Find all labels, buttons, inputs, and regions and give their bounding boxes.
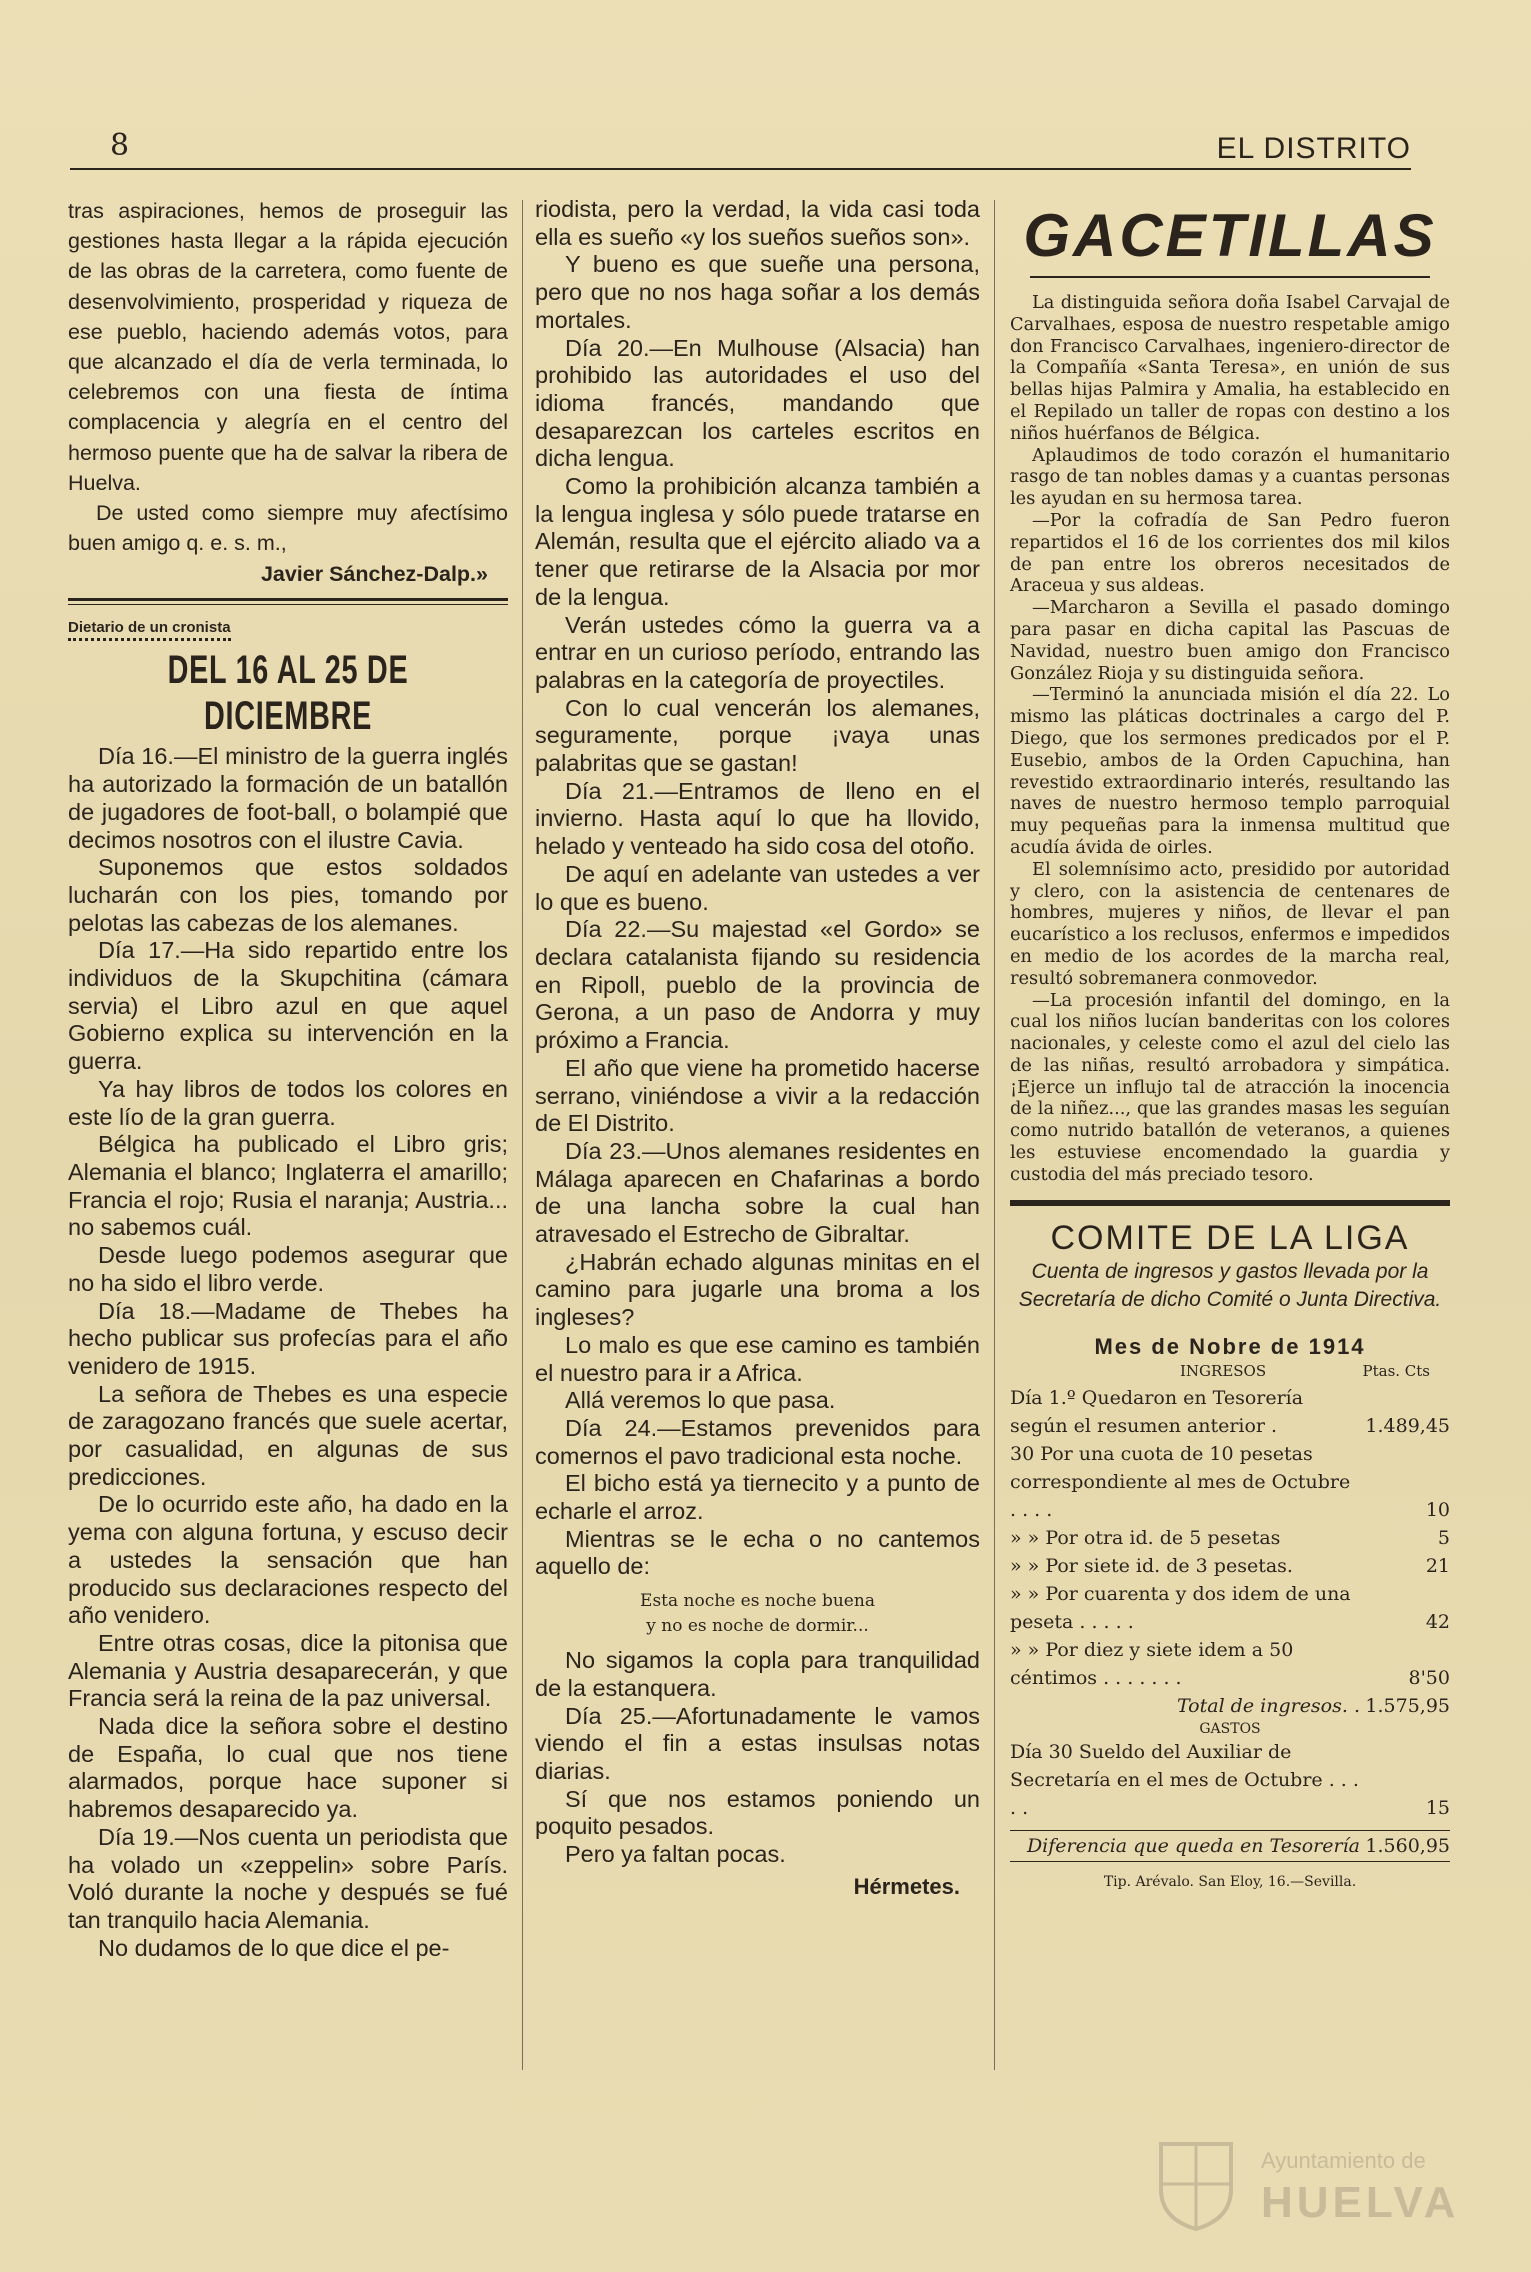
ledger-text: » » Por diez y siete idem a 50 céntimos . . . . . . . [1010, 1638, 1294, 1689]
article-paragraph: Ya hay libros de todos los colores en este lío de la gran guerra. [68, 1075, 508, 1130]
news-paragraph: Aplaudimos de todo corazón el humanitario rasgo de tan nobles damas y a cuantas personas les ayudan en su hermosa tarea. [1010, 444, 1450, 510]
article-paragraph: Mientras se le echa o no cantemos aquello de: [535, 1525, 980, 1580]
ledger-amount: 1.489,45 [1365, 1414, 1450, 1437]
archive-watermark [1151, 2134, 1460, 2234]
column-divider [522, 200, 523, 2070]
news-paragraph: —Por la cofradía de San Pedro fueron repartidos el 16 de los corrientes dos mil kilos de pan entre los obreros necesitados de Araceua y sus aldeas. [1010, 509, 1450, 597]
ledger-text: Día 1.º Quedaron en Tesorería según el resumen anterior . [1010, 1386, 1304, 1437]
liga-subtitle: Cuenta de ingresos y gastos llevada por la Secretaría de dicho Comité o Junta Directiva. [1018, 1259, 1442, 1311]
article-paragraph: Allá veremos lo que pasa. [565, 1387, 836, 1414]
currency-label: Ptas. Cts [1362, 1361, 1430, 1380]
article-paragraph: Desde luego podemos asegurar que no ha sido el libro verde. [68, 1242, 508, 1296]
ledger-amount: 10 [1425, 1498, 1450, 1521]
article-paragraph: De aquí en adelante van ustedes a ver lo que es bueno. [535, 860, 980, 915]
article-paragraph: riodista, pero la verdad, la vida casi toda ella es sueño «y los sueños sueños son». [535, 196, 980, 250]
article-paragraph: El año que viene ha prometido hacerse serrano, viniéndose a vivir a la redacción de El Distrito. [535, 1054, 980, 1137]
article-paragraph: Como la prohibición alcanza también a la lengua inglesa y sólo puede tratarse en Alemán, resulta que el ejército aliado va a tener que retirarse de la Alsacia por mor de la lengua. [535, 473, 980, 610]
ingresos-label: INGRESOS [1180, 1361, 1267, 1380]
ledger-row [1010, 1440, 1450, 1524]
article-paragraph: Entre otras cosas, dice la pitonisa que Alemania y Austria desaparecerán, y que Francia será la reina de la paz universal. [68, 1629, 508, 1712]
liga-month: Mes de Nobre de 1914 [1094, 1333, 1366, 1359]
ledger-text: » » Por cuarenta y dos idem de una peseta . . . . . [1010, 1582, 1351, 1633]
ledger-row [1010, 1636, 1450, 1692]
article-paragraph: Verán ustedes cómo la guerra va a entrar en un curioso período, entrando las palabras en la categoría de proyectiles. [535, 611, 980, 693]
article-paragraph: Día 18.—Madame de Thebes ha hecho publicar sus profecías para el año venidero de 1915. [68, 1297, 508, 1379]
article-paragraph: Con lo cual vencerán los alemanes, seguramente, porque ¡vaya unas palabritas que se gastan! [535, 694, 980, 777]
article-paragraph: De lo ocurrido este año, ha dado en la yema con alguna fortuna, y escuso decir a ustedes la sensación que han producido sus declaraciones respecto del año venidero. [68, 1491, 508, 1629]
ledger-row [1010, 1524, 1450, 1552]
article-paragraph: Día 19.—Nos cuenta un periodista que ha volado un «zeppelin» sobre París. Voló durante la noche y después se fué tan tranquilo hacia Alemania. [68, 1823, 508, 1933]
balance-amount: 1.560,95 [1365, 1834, 1450, 1857]
news-paragraph: —Marcharon a Sevilla el pasado domingo para pasar en dicha capital las Pascuas de Navidad, nuestro buen amigo don Francisco González Rioja y su distinguida señora. [1010, 597, 1450, 684]
ledger-row [1010, 1552, 1450, 1580]
column-3 [1010, 196, 1450, 1890]
letter-signature: Javier Sánchez-Dalp.» [260, 562, 488, 587]
page-number: 8 [110, 128, 130, 163]
article-paragraph: ¿Habrán echado algunas minitas en el camino para jugarle una broma a los ingleses? [535, 1248, 980, 1331]
watermark-line2: HUELVA [1261, 2178, 1460, 2227]
total-label: Total de ingresos. . [1176, 1694, 1360, 1717]
ingresos-header [1010, 1362, 1450, 1384]
dietario-label: Dietario de un cronista [68, 619, 231, 641]
article-signature: Hérmetes. [853, 1873, 960, 1899]
page-header [70, 128, 1411, 170]
ledger-amount: 21 [1425, 1554, 1450, 1577]
printer-imprint: Tip. Arévalo. San Eloy, 16.—Sevilla. [1103, 1873, 1357, 1890]
column-divider [994, 200, 995, 2070]
gacetillas-title: GACETILLAS [1023, 202, 1437, 269]
total-amount: 1.575,95 [1365, 1694, 1450, 1717]
balance-row [1010, 1830, 1450, 1862]
article-paragraph: Día 25.—Afortunadamente le vamos viendo el fin a estas insulsas notas diarias. [535, 1702, 980, 1784]
dietario-title: DEL 16 AL 25 DE DICIEMBRE [167, 648, 409, 739]
watermark-line1: Ayuntamiento de [1261, 2148, 1426, 2173]
ledger-amount: 8'50 [1408, 1666, 1450, 1689]
news-paragraph: El solemnísimo acto, presidido por autoridad y clero, con la asistencia de centenares de hombres, mujeres y niños, de llevar el pan eucarístico a los reclusos, enfermos e impedidos en medio de los acordes de la marcha real, resultó sobremanera conmovedor. [1010, 858, 1450, 989]
article-paragraph: Lo malo es que ese camino es también el nuestro para ir a Africa. [535, 1331, 980, 1386]
ledger-row [1010, 1580, 1450, 1636]
balance-label: Diferencia que queda en Tesorería [1026, 1834, 1360, 1857]
ledger-amount: 15 [1425, 1796, 1450, 1819]
title-rule [1030, 276, 1430, 278]
article-paragraph: Día 21.—Entramos de lleno en el invierno. Hasta aquí lo que ha llovido, helado y venteado ha sido cosa del otoño. [535, 777, 980, 860]
liga-title: COMITE DE LA LIGA [1050, 1218, 1410, 1257]
column-2 [535, 196, 980, 1905]
letter-paragraph: tras aspiraciones, hemos de proseguir las gestiones hasta llegar a la rápida ejecución de las obras de la carretera, como fuente de desenvolvimiento, prosperidad y riqueza de ese pueblo, haciendo además votos, para que alcanzado el día de verla terminada, lo celebremos con una fiesta de íntima complacencia y alegría en el centro del hermoso puente que ha de salvar la ribera de Huelva. [68, 199, 508, 495]
news-paragraph: La distinguida señora doña Isabel Carvajal de Carvalhaes, esposa de nuestro respetable amigo don Francisco Carvalhaes, ingeniero-director de la Compañía «Santa Teresa», en unión de sus bellas hijas Palmira y Amalia, ha establecido en el Repilado un taller de ropas con destino a los niños huérfanos de Bélgica. [1010, 292, 1450, 444]
article-paragraph: Día 22.—Su majestad «el Gordo» se declara catalanista fijando su residencia en Ripoll, pueblo de la provincia de Gerona, a un paso de Andorra y muy próximo a Francia. [535, 916, 980, 1054]
gastos-label: GASTOS [1199, 1720, 1261, 1737]
ledger-text: » » Por siete id. de 3 pesetas. [1010, 1554, 1293, 1577]
poem-line: y no es noche de dormir... [646, 1616, 869, 1637]
article-paragraph: La señora de Thebes es una especie de zaragozano francés que suele acertar, por casualidad, en algunas de sus predicciones. [68, 1380, 508, 1490]
ledger-text: 30 Por una cuota de 10 pesetas correspondiente al mes de Octubre . . . . [1010, 1442, 1351, 1521]
article-paragraph: No sigamos la copla para tranquilidad de la estanquera. [535, 1647, 980, 1701]
article-paragraph: Suponemos que estos soldados lucharán con los pies, tomando por pelotas las cabezas de los alemanes. [68, 854, 508, 936]
article-paragraph: Sí que nos estamos poniendo un poquito pesados. [535, 1785, 980, 1840]
ledger-amount: 5 [1437, 1526, 1450, 1549]
article-paragraph: Bélgica ha publicado el Libro gris; Alemania el blanco; Inglaterra el amarillo; Francia el rojo; Rusia el naranja; Austria... no sabemos cuál. [68, 1131, 508, 1241]
article-paragraph: No dudamos de lo que dice el pe- [98, 1934, 450, 1961]
column-1 [68, 196, 508, 1962]
ledger-text: » » Por otra id. de 5 pesetas [1010, 1526, 1281, 1549]
ledger-row [1010, 1738, 1450, 1822]
article-paragraph: Nada dice la señora sobre el destino de España, lo cual que nos tiene alarmados, porque hace suponer si habremos desaparecido ya. [68, 1713, 508, 1823]
news-paragraph: —La procesión infantil del domingo, en la cual los niños lucían banderitas con los colores nacionales, y celeste como el azul del cielo las de las niñas, resultó arrobadora y simpática. ¡Ejerce un influjo tal de atracción la inocencia de la niñez..., que las grandes masas les seguían como nutrido batallón de veteranos, a quienes les estuviese encomendado la guardia y custodia del más preciado tesoro. [1010, 989, 1450, 1185]
ledger-row [1010, 1384, 1450, 1440]
article-paragraph: Día 17.—Ha sido repartido entre los individuos de la Skupchitina (cámara servia) el Libro azul en que aquel Gobierno explica su intervención en la guerra. [68, 937, 508, 1075]
ledger-text: Día 30 Sueldo del Auxiliar de Secretaría en el mes de Octubre . . . . . [1010, 1740, 1359, 1819]
article-paragraph: Día 20.—En Mulhouse (Alsacia) han prohibido las autoridades el uso del idioma francés, mandando que desaparezcan los carteles escritos en dicha lengua. [535, 334, 980, 472]
article-paragraph: Pero ya faltan pocas. [565, 1841, 786, 1868]
section-divider [1010, 1200, 1450, 1206]
newspaper-name: EL DISTRITO [1216, 132, 1411, 165]
article-paragraph: Día 16.—El ministro de la guerra inglés ha autorizado la formación de un batallón de jugadores de foot-ball, o bolampié que decimos nosotros con el ilustre Cavia. [68, 743, 508, 853]
news-paragraph: —Terminó la anunciada misión el día 22. Lo mismo las pláticas doctrinales a cargo del P. Diego, que los sermones predicados por el P. Eusebio, ambos de la Orden Capuchina, han revestido extraordinario interés, resultando las naves de nuestro hermoso templo parroquial muy pequeñas para la inmensa multitud que acudía ávida de oirles. [1010, 684, 1450, 858]
letter-closing: De usted como siempre muy afectísimo buen amigo q. e. s. m., [68, 501, 508, 556]
article-paragraph: Día 24.—Estamos prevenidos para comernos el pavo tradicional esta noche. [535, 1414, 980, 1469]
ledger-amount: 42 [1425, 1610, 1450, 1633]
article-paragraph: Y bueno es que sueñe una persona, pero que no nos haga soñar a los demás mortales. [535, 251, 980, 333]
article-paragraph: El bicho está ya tiernecito y a punto de echarle el arroz. [535, 1470, 980, 1525]
article-paragraph: Día 23.—Unos alemanes residentes en Málaga aparecen en Chafarinas a bordo de una lancha sobre la cual han atravesado el Estrecho de Gibraltar. [535, 1137, 980, 1248]
coat-of-arms-icon [1151, 2134, 1241, 2234]
section-divider [68, 598, 508, 605]
poem-line: Esta noche es noche buena [640, 1591, 875, 1612]
income-total [1010, 1692, 1450, 1720]
poem-verse [535, 1589, 980, 1639]
